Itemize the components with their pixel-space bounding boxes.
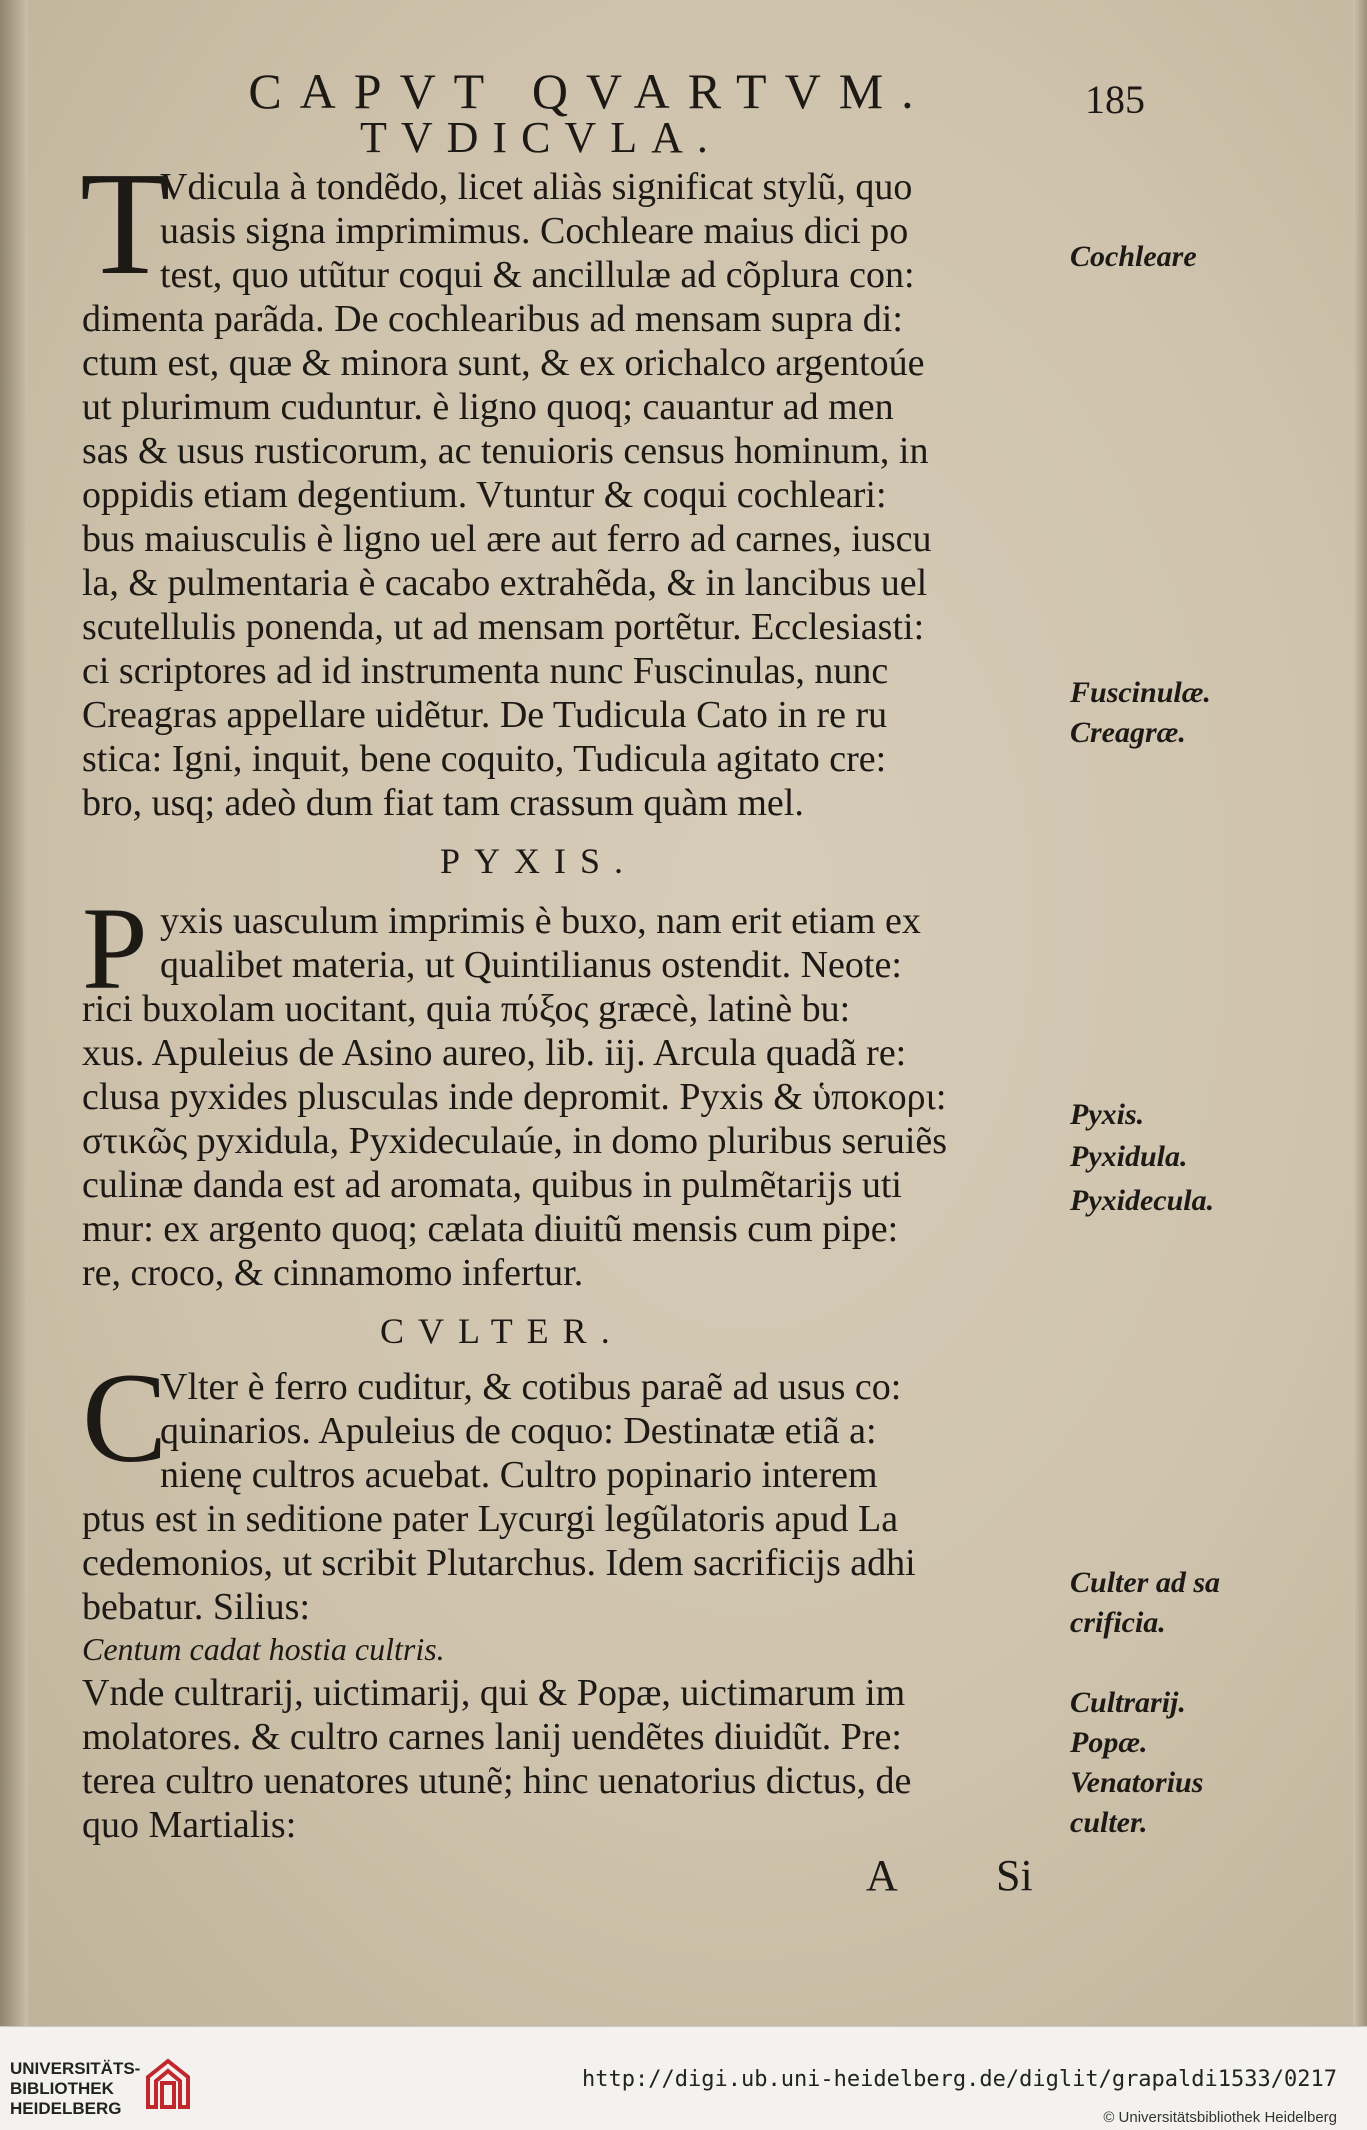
ub-heidelberg-logo-icon — [146, 2057, 190, 2111]
text-line: ptus est in seditione pater Lycurgi legũlatoris apud La — [82, 1498, 899, 1540]
text-line: cedemonios, ut scribit Plutarchus. Idem sacrificijs adhi — [82, 1542, 916, 1584]
text-line: Creagras appellare uidẽtur. De Tudicula Cato in re ru — [82, 694, 888, 736]
margin-note: Pyxidula. — [1070, 1140, 1188, 1173]
permalink-url[interactable]: http://digi.ub.uni-heidelberg.de/diglit/grapaldi1533/0217 — [582, 2067, 1337, 2092]
margin-note: Culter ad sa — [1070, 1566, 1221, 1599]
margin-note: Creagræ. — [1070, 716, 1186, 749]
section-heading-pyxis: PYXIS. — [440, 841, 638, 881]
library-name: UNIVERSITÄTS- BIBLIOTHEK HEIDELBERG — [10, 2059, 141, 2118]
margin-note: Venatorius — [1070, 1766, 1204, 1799]
margin-note: Cultrarij. — [1070, 1686, 1186, 1719]
catchword: A — [866, 1851, 898, 1900]
copyright-notice: © Universitätsbibliothek Heidelberg — [1103, 2109, 1337, 2126]
verse-citation: Centum cadat hostia cultris. — [82, 1631, 445, 1667]
text-line: culinæ danda est ad aromata, quibus in pulmẽtarijs uti — [82, 1164, 902, 1206]
margin-note: Pyxis. — [1070, 1098, 1145, 1131]
text-line: bro, usq; adeò dum fiat tam crassum quàm mel. — [82, 782, 804, 824]
text-line: terea cultro uenatores utunẽ; hinc uenatorius dictus, de — [82, 1760, 912, 1802]
text-line: quinarios. Apuleius de coquo: Destinatæ etiã a: — [160, 1410, 877, 1452]
text-line: yxis uasculum imprimis è buxo, nam erit etiam ex — [160, 900, 921, 942]
text-line: Vdicula à tondẽdo, licet aliàs significat stylũ, quo — [160, 166, 913, 208]
viewer-footer — [0, 2026, 1367, 2130]
text-line: uasis signa imprimimus. Cochleare maius dici po — [160, 210, 909, 252]
page-shadow-right — [1353, 0, 1367, 2026]
text-line: re, croco, & cinnamomo infertur. — [82, 1252, 584, 1294]
text-line: quo Martialis: — [82, 1804, 297, 1846]
text-line: dimenta parãda. De cochlearibus ad mensam supra di: — [82, 298, 903, 340]
margin-note: Fuscinulæ. — [1070, 676, 1211, 709]
text-line: ctum est, quæ & minora sunt, & ex orichalco argentoúe — [82, 342, 925, 384]
text-line: scutellulis ponenda, ut ad mensam portẽtur. Ecclesiasti: — [82, 606, 925, 648]
text-line: test, quo utũtur coqui & ancillulæ ad cõplura con: — [160, 254, 915, 296]
text-line: mur: ex argento quoq; cælata diuitũ mensis cum pipe: — [82, 1208, 899, 1250]
text-line: ci scriptores ad id instrumenta nunc Fuscinulas, nunc — [82, 650, 889, 692]
margin-note: Popæ. — [1070, 1726, 1148, 1759]
text-line: bebatur. Silius: — [82, 1586, 310, 1628]
text-line: Vnde cultrarij, uictimarij, qui & Popæ, uictimarum im — [82, 1672, 906, 1714]
text-line: oppidis etiam degentium. Vtuntur & coqui cochleari: — [82, 474, 887, 516]
page-shadow-left — [0, 0, 28, 2026]
text-line: Vlter è ferro cuditur, & cotibus paraẽ ad usus co: — [160, 1366, 902, 1408]
text-line: ut plurimum cuduntur. è ligno quoq; cauantur ad men — [82, 386, 894, 428]
running-head: CAPVT QVARTVM. — [248, 63, 932, 119]
text-line: stica: Igni, inquit, bene coquito, Tudicula agitato cre: — [82, 738, 887, 780]
folio-number: 185 — [1085, 77, 1145, 122]
text-line: la, & pulmentaria è cacabo extrahẽda, & in lancibus uel — [82, 562, 928, 604]
text-line: στικῶς pyxidula, Pyxideculaúe, in domo pluribus seruiẽs — [82, 1120, 948, 1162]
section-heading-tudicula: TVDICVLA. — [360, 113, 722, 162]
dropcap-p: P — [82, 883, 148, 1014]
text-line: xus. Apuleius de Asino aureo, lib. iij. Arcula quadã re: — [82, 1032, 907, 1074]
text-line: rici buxolam uocitant, quia πύξος græcè, latinè bu: — [82, 988, 851, 1030]
margin-note: culter. — [1070, 1806, 1148, 1839]
text-line: qualibet materia, ut Quintilianus ostendit. Neote: — [160, 944, 902, 986]
catchword: Si — [996, 1851, 1033, 1900]
text-line: sas & usus rusticorum, ac tenuioris census hominum, in — [82, 430, 929, 472]
text-line: bus maiusculis è ligno uel ære aut ferro ad carnes, iuscu — [82, 518, 932, 560]
text-line: nienę cultros acuebat. Cultro popinario interem — [160, 1454, 878, 1496]
section-heading-culter: CVLTER. — [380, 1311, 624, 1351]
dropcap-t: T — [80, 142, 171, 306]
margin-note: Pyxidecula. — [1070, 1184, 1215, 1217]
text-line: clusa pyxides plusculas inde depromit. Pyxis & ὑποκορι: — [82, 1076, 947, 1118]
text-line: molatores. & cultro carnes lanij uendẽtes diuidũt. Pre: — [82, 1716, 902, 1758]
margin-note: crificia. — [1070, 1606, 1166, 1639]
dropcap-c: C — [82, 1347, 168, 1489]
margin-note: Cochleare — [1070, 240, 1197, 273]
